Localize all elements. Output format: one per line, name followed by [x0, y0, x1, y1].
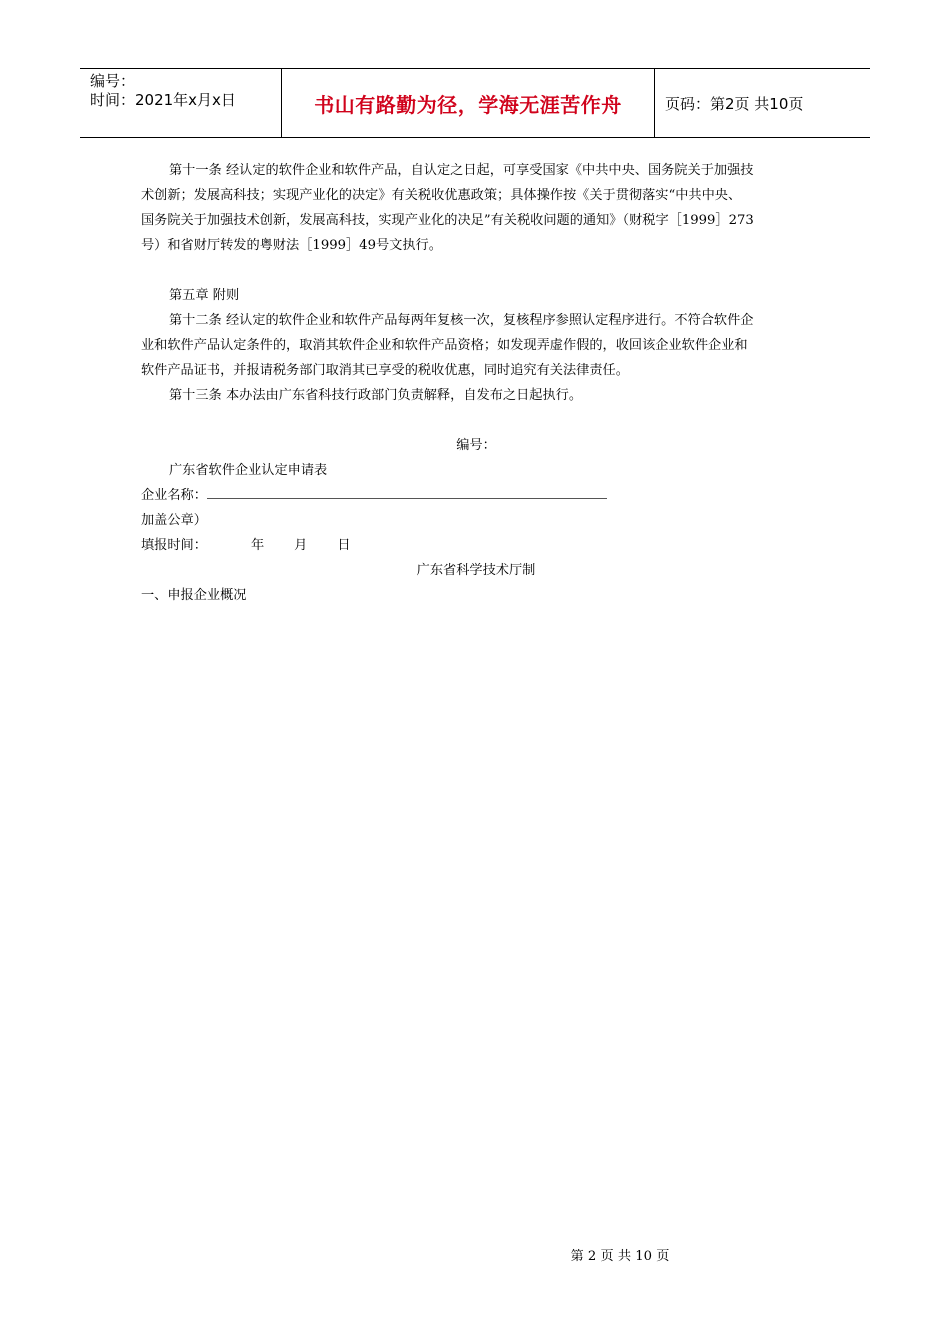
section-1-heading: 一、申报企业概况 [141, 588, 247, 603]
form-title: 广东省软件企业认定申请表 [169, 463, 328, 478]
day-label: 日 [337, 538, 351, 553]
form-serial-label: 编号： [456, 438, 496, 453]
month-label: 月 [294, 538, 308, 553]
chapter-5-heading: 第五章 附则 [169, 288, 240, 303]
company-name-row [141, 483, 811, 508]
header-motto: 书山有路勤为径，学海无涯苦作舟 [282, 69, 655, 137]
fill-time-row [141, 533, 811, 558]
article-11-line-3: 国务院关于加强技术创新，发展高科技，实现产业化的决足”有关税收问题的通知》（财税字［1999］273 [141, 213, 754, 228]
spacer [141, 408, 811, 433]
article-11-line-1: 第十一条 经认定的软件企业和软件产品，自认定之日起，可享受国家《中共中央、国务院关于加强技 [169, 163, 754, 178]
page-footer: 第 2 页 共 10 页 [570, 1249, 670, 1264]
seal-note: 加盖公章） [141, 513, 207, 528]
document-body [141, 158, 811, 608]
year-label: 年 [250, 538, 265, 553]
article-12-line-3: 软件产品证书，并报请税务部门取消其已享受的税收优惠，同时追究有关法律责任。 [141, 363, 629, 378]
page-header [80, 68, 870, 138]
header-meta [80, 69, 282, 137]
fill-time-label: 填报时间： [141, 538, 207, 553]
spacer [141, 258, 811, 283]
header-page-info: 页码：第2页 共10页 [665, 94, 804, 113]
article-13: 第十三条 本办法由广东省科技行政部门负责解释，自发布之日起执行。 [169, 388, 583, 403]
article-12-line-2: 业和软件产品认定条件的，取消其软件企业和软件产品资格；如发现弄虚作假的，收回该企业软件企业和 [141, 338, 748, 353]
article-12-line-1: 第十二条 经认定的软件企业和软件产品每两年复核一次，复核程序参照认定程序进行。不符合软件企 [169, 313, 754, 328]
company-name-field[interactable] [207, 485, 607, 499]
company-name-label: 企业名称： [141, 488, 207, 503]
issuer: 广东省科学技术厅制 [416, 563, 536, 578]
article-11-line-2: 术创新；发展高科技；实现产业化的决定》有关税收优惠政策；具体操作按《关于贯彻落实“中共中央、 [141, 188, 742, 203]
article-11-line-4: 号）和省财厅转发的粤财法［1999］49号文执行。 [141, 238, 442, 253]
header-serial-label: 编号： [90, 72, 136, 90]
header-time: 时间：2021年x月x日 [90, 91, 236, 109]
